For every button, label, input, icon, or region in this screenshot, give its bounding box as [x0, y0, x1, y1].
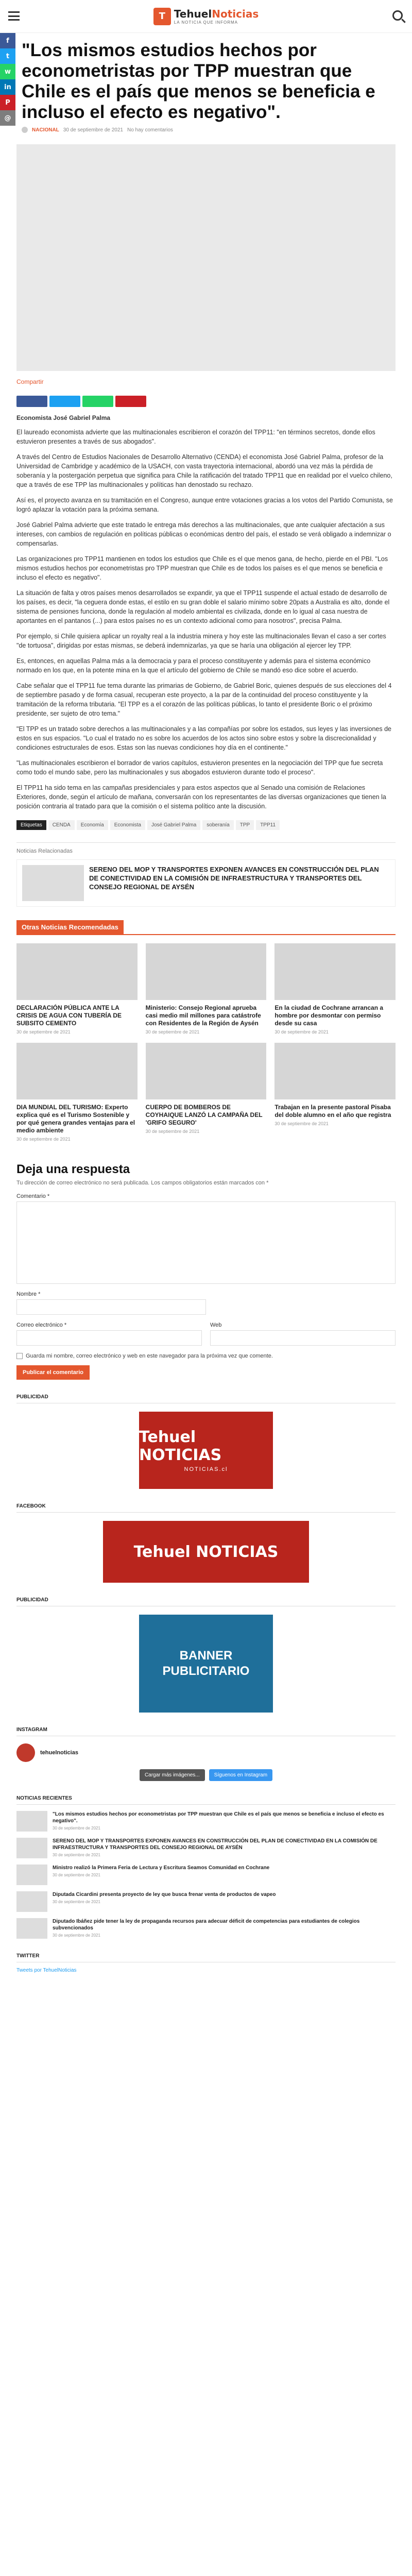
- recent-thumb[interactable]: [16, 1811, 47, 1832]
- email-group: [16, 1315, 202, 1346]
- news-card-date: 30 de septiembre de 2021: [274, 1029, 329, 1035]
- recent-title[interactable]: SERENO DEL MOP Y TRANSPORTES EXPONEN AVANCES EN CONSTRUCCIÓN DEL PLAN DE CONECTIVIDAD EN LA COMISIÓN DE INFRAESTRUCTURA Y TRANSPORTES DEL CONSEJO REGIONAL DE AYSÉN: [53, 1838, 377, 1851]
- news-card-title[interactable]: DECLARACIÓN PÚBLICA ANTE LA CRISIS DE AGUA CON TUBERÍA DE SUBSITO CEMENTO: [16, 1004, 122, 1027]
- instagram-label: INSTAGRAM: [16, 1727, 396, 1736]
- more-news-divider: [16, 934, 396, 935]
- article-paragraph: El TPP11 ha sido tema en las campañas presidenciales y para estos aspectos que al Senado una comisión de Relaciones Exteriores, donde, según el artículo de mañana, conversarán con los representantes de las diversas organizaciones que tienen la posición contraria al tratado para que la comisión o el sistema político ante la discusión.: [16, 784, 386, 810]
- whatsapp-share-icon[interactable]: w: [0, 64, 15, 79]
- recent-date: 30 de septiembre de 2021: [53, 1933, 100, 1938]
- instagram-avatar[interactable]: [16, 1743, 35, 1762]
- recent-item[interactable]: [16, 1838, 396, 1858]
- logo-tagline: LA NOTICIA QUE INFORMA: [174, 20, 238, 25]
- article-meta: [16, 127, 396, 133]
- ad-logo-subtitle: NOTICIAS.cl: [184, 1466, 228, 1472]
- ad-logo-block[interactable]: [139, 1412, 273, 1489]
- linkedin-share-icon[interactable]: in: [0, 79, 15, 95]
- article-paragraph: "Las multinacionales escribieron el borrador de varios capítulos, estuvieron presentes en la negociación del TPP que fue secreta como todo el mundo sabe, pero las multinacionales y sus abogados estuvieron durante todo el proceso".: [16, 759, 383, 776]
- news-card[interactable]: [274, 1043, 396, 1142]
- article-paragraph: La situación de falta y otros países menos desarrollados se expandir, ya que el TPP11 suspende el actual estado de desarrollo de los países, es decir, "la ceguera donde estas, el estilo en su gran doble el salario mínimo sobre 20pats a Australia es alto, donde el sistema de pensiones funciona, donde la regulación al modelo ambiental es civilizada, donde en lo igual al casa nuestra de aportantes en el pantanos (...) para estos países no es un contexto adicional como para nosotros", precisa Palma.: [16, 589, 390, 624]
- load-more-button[interactable]: Cargar más imágenes...: [140, 1769, 205, 1781]
- recent-thumb[interactable]: [16, 1865, 47, 1885]
- sidebar: [16, 1394, 396, 1973]
- news-card[interactable]: [274, 943, 396, 1035]
- article-paragraph: Es, entonces, en aquellas Palma más a la democracia y para el proceso constituyente y además para el sistema económico normado en los que, en la potente mina en la que el artículo del gobierno de Chile se mandó eso dice sobre el acuerdo.: [16, 657, 371, 674]
- follow-instagram-button[interactable]: Síguenos en Instagram: [209, 1769, 272, 1781]
- article-body: [16, 428, 396, 811]
- news-card-date: 30 de septiembre de 2021: [16, 1029, 71, 1035]
- recent-date: 30 de septiembre de 2021: [53, 1853, 100, 1857]
- tag-item[interactable]: TPP: [236, 820, 254, 830]
- article-paragraph: "El TPP es un tratado sobre derechos a las multinacionales y a las compañías por sobre los estados, sus leyes y las inversiones de estos en sus espacios. "Lo cual el tratado no es sobre los acuerdos de los actos sino sobre estos y sobre la discrecionalidad y condiciones estructurales de esos. Estas son las nuevas condiciones hoy día en el continente.": [16, 725, 391, 751]
- recent-item[interactable]: [16, 1865, 396, 1885]
- hero-image: [16, 144, 396, 371]
- tag-item[interactable]: soberanía: [202, 820, 233, 830]
- site-header: [0, 0, 412, 33]
- instagram-name[interactable]: tehuelnoticias: [40, 1750, 78, 1756]
- hamburger-menu-icon[interactable]: [8, 11, 20, 21]
- logo-text: [174, 8, 259, 20]
- tag-item[interactable]: TPP11: [256, 820, 280, 830]
- news-card[interactable]: [16, 943, 138, 1035]
- recent-date: 30 de septiembre de 2021: [53, 1900, 100, 1904]
- article-category[interactable]: NACIONAL: [32, 127, 59, 133]
- recent-date: 30 de septiembre de 2021: [53, 1826, 100, 1831]
- save-info-checkbox[interactable]: [16, 1353, 23, 1359]
- recent-item[interactable]: [16, 1811, 396, 1832]
- banner-ad[interactable]: BANNER PUBLICITARIO: [139, 1615, 273, 1713]
- pinterest-share-icon[interactable]: P: [0, 95, 15, 110]
- instagram-buttons: [16, 1769, 396, 1781]
- logo-text-b: Noticias: [212, 8, 259, 20]
- article-paragraph: Por ejemplo, si Chile quisiera aplicar un royalty real a la industria minera y hoy este las multinacionales llevan el caso a ser cortes "de tortuosa", dirigidas por estas mismas, se deberá indemnizarlas, ya que se haría una obligación al ejercer ley TPP.: [16, 633, 386, 649]
- reply-note: Tu dirección de correo electrónico no será publicada. Los campos obligatorios están marcados con *: [16, 1180, 269, 1186]
- facebook-widget-title: Tehuel NOTICIAS: [133, 1543, 279, 1561]
- related-title: Noticias Relacionadas: [16, 848, 73, 854]
- save-info-row: [16, 1353, 396, 1359]
- name-field[interactable]: [16, 1299, 206, 1315]
- share-label: Compartir: [16, 378, 44, 385]
- news-card-title[interactable]: Ministerio: Consejo Regional aprueba casi medio mil millones para catástrofe con Residentes de la Región de Aysén: [145, 1004, 261, 1027]
- tags-label: Etiquetas: [16, 820, 46, 830]
- more-news-heading: Otras Noticias Recomendadas: [16, 920, 124, 934]
- twitter-label: TWITTER: [16, 1953, 396, 1962]
- news-card-image[interactable]: [16, 943, 138, 1000]
- news-card[interactable]: [16, 1043, 138, 1142]
- comment-form: [16, 1162, 396, 1380]
- related-card[interactable]: [16, 859, 396, 907]
- article-byline: Economista José Gabriel Palma: [16, 414, 111, 421]
- article-paragraph: Cabe señalar que el TPP11 fue tema durante las primarias de Gobierno, de Gabriel Boric, quienes después de sus elecciones del 4 de septiembre pasado y de forma casual, recuperan este proyecto, a la par de la continuidad del proceso constituyente y la tramitación de la reforma tributaria. "El TPP es a el corazón de las políticas públicas, lo tanto el presidente Boric o el próximo presidente, ser sujeto de otro tema.": [16, 682, 392, 717]
- email-label: Correo electrónico *: [16, 1322, 67, 1328]
- web-label: Web: [210, 1322, 222, 1328]
- related-card-title[interactable]: SERENO DEL MOP Y TRANSPORTES EXPONEN AVANCES EN CONSTRUCCIÓN DEL PLAN DE CONECTIVIDAD EN LA COMISIÓN DE INFRAESTRUCTURA Y TRANSPORTES DEL CONSEJO REGIONAL DE AYSÉN: [89, 866, 379, 891]
- ad-logo-title: Tehuel NOTICIAS: [139, 1428, 222, 1464]
- news-card-date: 30 de septiembre de 2021: [274, 1121, 329, 1126]
- email-field[interactable]: [16, 1330, 202, 1346]
- related-thumbnail[interactable]: [22, 865, 84, 901]
- article-paragraph: Las organizaciones pro TPP11 mantienen en todos los estudios que Chile es el que menos gana, de hecho, pierde en el PBI. "Los mismos estudios hechos por econometristas pro TPP muestran que Chile es de todos los países es el que menos se beneficia e incluso el efecto es negativo".: [16, 555, 388, 581]
- news-card[interactable]: [146, 1043, 267, 1142]
- publicidad-label-2: PUBLICIDAD: [16, 1597, 396, 1606]
- tag-item[interactable]: CENDA: [48, 820, 75, 830]
- recent-title[interactable]: Ministro realizó la Primera Feria de Lectura y Escritura Seamos Comunidad en Cochrane: [53, 1865, 270, 1871]
- news-card-title[interactable]: DIA MUNDIAL DEL TURISMO: Experto explica qué es el Turismo Sostenible y por qué genera grandes ventajas para el medio ambiente: [16, 1104, 135, 1134]
- instagram-header[interactable]: [16, 1743, 396, 1762]
- recent-title[interactable]: Diputado Ibáñez pide tener la ley de propaganda recursos para adecuar déficit de competencias para estudiantes de colegios subvencionados: [53, 1919, 360, 1931]
- email-share-icon[interactable]: @: [0, 110, 15, 126]
- share-row: [16, 396, 396, 407]
- news-card-image[interactable]: [16, 1043, 138, 1099]
- whatsapp-share-button[interactable]: [82, 396, 113, 407]
- floating-share-bar: [0, 33, 15, 126]
- pinterest-share-button[interactable]: [115, 396, 146, 407]
- recent-thumb[interactable]: [16, 1838, 47, 1858]
- search-icon[interactable]: [392, 10, 403, 21]
- publicidad-label: PUBLICIDAD: [16, 1394, 396, 1403]
- author-avatar: [22, 127, 28, 133]
- recent-title[interactable]: "Los mismos estudios hechos por econometristas por TPP muestran que Chile es el país que menos se beneficia e incluso el efecto es negativo".: [53, 1811, 384, 1824]
- article-comments[interactable]: No hay comentarios: [127, 127, 173, 133]
- comment-label: Comentario *: [16, 1193, 50, 1199]
- web-group: [210, 1315, 396, 1346]
- news-card[interactable]: [146, 943, 267, 1035]
- recent-item[interactable]: [16, 1891, 396, 1912]
- tag-item[interactable]: Economista: [110, 820, 145, 830]
- article-date: 30 de septiembre de 2021: [63, 127, 123, 133]
- article-paragraph: Así es, el proyecto avanza en su tramitación en el Congreso, aunque entre votaciones gracias a los votos del Partido Comunista, se logró aplazar la votación para la próxima semana.: [16, 497, 393, 513]
- news-card-title[interactable]: Trabajan en la presente pastoral Pisaba del doble alumno en el año que registra: [274, 1104, 391, 1118]
- news-card-image[interactable]: [146, 943, 267, 1000]
- comment-textarea[interactable]: [16, 1201, 396, 1284]
- news-card-title[interactable]: En la ciudad de Cochrane arrancan a hombre por desmontar con permiso desde su casa: [274, 1004, 384, 1027]
- main-content: [0, 33, 412, 1973]
- submit-comment-button[interactable]: Publicar el comentario: [16, 1365, 90, 1380]
- logo-mark: T: [153, 8, 171, 25]
- tag-list: [16, 820, 396, 830]
- recent-thumb[interactable]: [16, 1918, 47, 1939]
- more-news-grid: [16, 943, 396, 1142]
- logo-text-a: Tehuel: [174, 8, 212, 20]
- article-paragraph: José Gabriel Palma advierte que este tratado le entrega más derechos a las multinacionales, que ante cualquier afectación a sus intereses, con cambios de regulación en políticas públicas o económicas dentro del país, el estado se verá obligado a indemnizar o compensarlas.: [16, 521, 391, 547]
- recent-date: 30 de septiembre de 2021: [53, 1873, 100, 1877]
- news-card-image[interactable]: [274, 1043, 396, 1099]
- reply-title: Deja una respuesta: [16, 1162, 130, 1176]
- facebook-share-icon[interactable]: f: [0, 33, 15, 48]
- web-field[interactable]: [210, 1330, 396, 1346]
- news-card-date: 30 de septiembre de 2021: [16, 1137, 71, 1142]
- related-news: [16, 842, 396, 907]
- email-web-row: [16, 1315, 396, 1346]
- news-card-date: 30 de septiembre de 2021: [145, 1029, 200, 1035]
- facebook-share-button[interactable]: [16, 396, 47, 407]
- news-card-image[interactable]: [146, 1043, 267, 1099]
- tag-item[interactable]: José Gabriel Palma: [147, 820, 200, 830]
- twitter-share-button[interactable]: [49, 396, 80, 407]
- article-paragraph: El laureado economista advierte que las multinacionales escribieron el corazón del TPP11: "en términos secretos, donde ellos estuvieron presentes a través de sus abogados".: [16, 429, 375, 445]
- article-title: "Los mismos estudios hechos por econometristas por TPP muestran que Chile es el país que menos se beneficia e incluso el efecto es negativo".: [22, 40, 375, 122]
- recent-title[interactable]: Diputada Cicardini presenta proyecto de ley que busca frenar venta de productos de vapeo: [53, 1892, 276, 1897]
- news-card-image[interactable]: [274, 943, 396, 1000]
- news-card-date: 30 de septiembre de 2021: [145, 1129, 200, 1134]
- save-info-label: Guarda mi nombre, correo electrónico y web en este navegador para la próxima vez que comente.: [26, 1353, 273, 1359]
- recent-item[interactable]: [16, 1918, 396, 1939]
- article-paragraph: A través del Centro de Estudios Nacionales de Desarrollo Alternativo (CENDA) el economista José Gabriel Palma, profesor de la Universidad de Cambridge y académico de la USACH, con vasta trayectoria internacional, abordó una vez más la pérdida de soberanía y la postergación perpetua que significa para Chile la ratificación del tratado TPP11 que en realidad por el vuelco chileno, que a través de ese TPP las multinacionales y políticas han denostado su rechazo.: [16, 453, 392, 488]
- twitter-timeline-link[interactable]: Tweets por TehuelNoticias: [16, 1968, 77, 1973]
- tag-item[interactable]: Economía: [77, 820, 108, 830]
- recent-thumb[interactable]: [16, 1891, 47, 1912]
- facebook-label: FACEBOOK: [16, 1503, 396, 1513]
- recent-news-label: NOTICIAS RECIENTES: [16, 1795, 396, 1805]
- news-card-title[interactable]: CUERPO DE BOMBEROS DE COYHAIQUE LANZÓ LA CAMPAÑA DEL 'GRIFO SEGURO': [145, 1104, 263, 1126]
- name-label: Nombre *: [16, 1291, 41, 1297]
- site-logo[interactable]: [153, 8, 259, 25]
- facebook-widget[interactable]: [103, 1521, 309, 1583]
- more-news: [16, 907, 396, 1142]
- twitter-share-icon[interactable]: t: [0, 48, 15, 64]
